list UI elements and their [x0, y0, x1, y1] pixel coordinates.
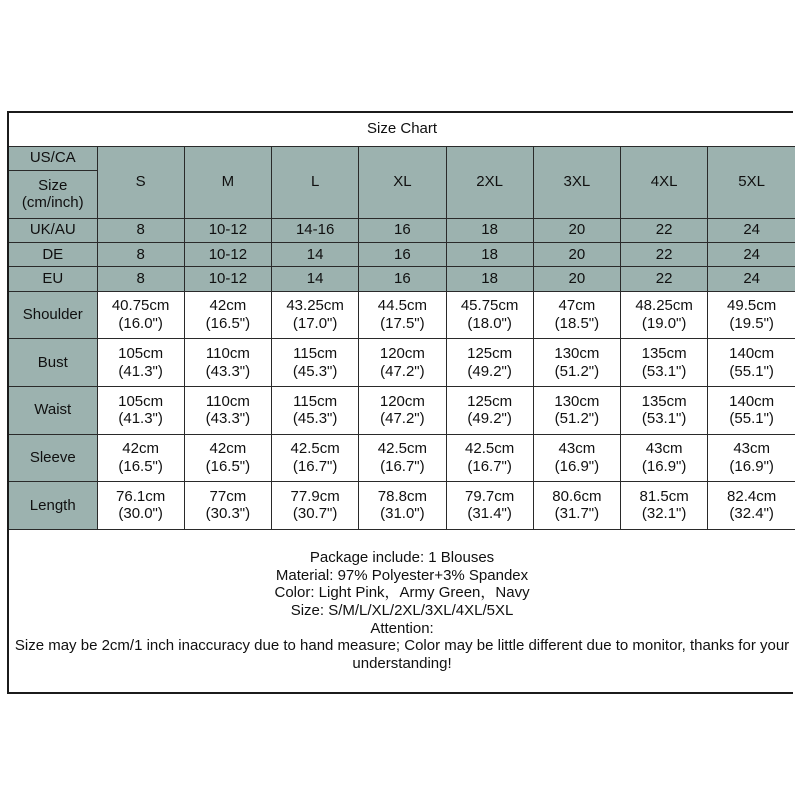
- header-size-unit: (cm/inch): [21, 194, 84, 212]
- measurement-inch: (55.1"): [729, 410, 774, 428]
- measurement-cm: 42.5cm: [377, 440, 427, 458]
- table-row: [9, 386, 795, 434]
- measurement-cell: [446, 386, 533, 434]
- measurement-cell: [708, 339, 795, 387]
- header-size-unit-label: [9, 170, 97, 218]
- measurement-inch: (43.3"): [205, 410, 251, 428]
- measurement-cell: [708, 482, 795, 530]
- measurement-cm: 110cm: [205, 345, 250, 362]
- size-chart-table-container: [7, 111, 793, 694]
- measurement-inch: (51.2"): [554, 362, 600, 380]
- conversion-cell: 22: [621, 267, 708, 291]
- table-row: [9, 434, 795, 482]
- measurement-cm: 77.9cm: [290, 487, 340, 505]
- measurement-cell: [621, 482, 708, 530]
- row-label-eu: EU: [9, 267, 97, 291]
- title-row: [9, 113, 795, 146]
- measurement-cm: 42cm: [209, 297, 247, 315]
- conversion-cell: 22: [621, 218, 708, 242]
- conversion-cell: 14-16: [272, 218, 359, 242]
- measurement-inch: (16.7"): [292, 457, 338, 475]
- table-row: [9, 482, 795, 530]
- measurement-cm: 44.5cm: [377, 297, 427, 315]
- measurement-inch: (16.9"): [729, 457, 774, 475]
- row-label-waist: Waist: [9, 386, 97, 434]
- measurement-cell: [184, 482, 271, 530]
- measurement-cm: 49.5cm: [727, 297, 777, 315]
- measurement-cell: [272, 434, 359, 482]
- conversion-cell: 20: [533, 218, 620, 242]
- measurement-cm: 130cm: [554, 345, 600, 362]
- measurement-inch: (49.2"): [467, 362, 512, 380]
- size-column-header-3xl: 3XL: [533, 146, 620, 218]
- measurement-inch: (32.1"): [641, 505, 687, 523]
- row-label-sleeve: Sleeve: [9, 434, 97, 482]
- conversion-cell: 8: [97, 267, 184, 291]
- measurement-cell: [708, 386, 795, 434]
- measurement-inch: (47.2"): [380, 362, 425, 380]
- measurement-cell: [97, 386, 184, 434]
- measurement-inch: (49.2"): [467, 410, 512, 428]
- measurement-cell: [97, 482, 184, 530]
- measurement-cell: [184, 434, 271, 482]
- measurement-cm: 125cm: [467, 392, 513, 410]
- conversion-cell: 24: [708, 267, 795, 291]
- measurement-cm: 40.75cm: [111, 297, 170, 315]
- measurement-cell: [533, 291, 620, 339]
- measurement-inch: (17.0"): [292, 315, 338, 333]
- measurement-cm: 105cm: [118, 392, 164, 410]
- row-label-shoulder: Shoulder: [9, 291, 97, 339]
- measurement-cell: [621, 291, 708, 339]
- measurement-cm: 76.1cm: [116, 487, 166, 505]
- conversion-cell: 22: [621, 242, 708, 266]
- measurement-cm: 43cm: [645, 440, 683, 458]
- header-uscа-label: US/CA: [9, 146, 97, 170]
- measurement-cm: 140cm: [729, 392, 775, 410]
- measurement-cm: 140cm: [729, 345, 775, 362]
- measurement-cell: [97, 434, 184, 482]
- measurement-cell: [359, 434, 446, 482]
- header-size-word: Size: [38, 176, 68, 194]
- measurement-cm: 115cm: [293, 392, 338, 410]
- measurement-cell: [446, 339, 533, 387]
- measurement-inch: (16.5"): [205, 457, 251, 475]
- measurement-inch: (55.1"): [729, 362, 774, 380]
- note-line: understanding!: [352, 655, 452, 673]
- measurement-cell: [272, 339, 359, 387]
- conversion-cell: 8: [97, 218, 184, 242]
- measurement-cm: 47cm: [558, 297, 596, 315]
- measurement-cell: [621, 339, 708, 387]
- measurement-inch: (30.0"): [118, 505, 163, 523]
- measurement-cm: 80.6cm: [552, 487, 602, 505]
- row-label-uk-au: UK/AU: [9, 218, 97, 242]
- measurement-cm: 42cm: [122, 440, 159, 458]
- measurement-inch: (19.0"): [641, 315, 687, 333]
- note-line: Package include: 1 Blouses: [309, 548, 495, 566]
- measurement-inch: (16.9"): [641, 457, 687, 475]
- measurement-cm: 79.7cm: [465, 487, 515, 505]
- measurement-inch: (32.4"): [729, 505, 774, 523]
- measurement-cm: 110cm: [205, 392, 250, 410]
- size-column-header-s: S: [97, 146, 184, 218]
- row-label-length: Length: [9, 482, 97, 530]
- measurement-inch: (18.0"): [467, 315, 512, 333]
- conversion-cell: 20: [533, 242, 620, 266]
- measurement-cell: [533, 386, 620, 434]
- measurement-cm: 120cm: [379, 392, 425, 410]
- measurement-cm: 105cm: [118, 345, 164, 362]
- header-row-uscа: [9, 146, 795, 170]
- measurement-inch: (16.0"): [118, 315, 163, 333]
- conversion-cell: 14: [272, 242, 359, 266]
- measurement-cell: [359, 339, 446, 387]
- size-column-header-5xl: 5XL: [708, 146, 795, 218]
- measurement-cell: [708, 291, 795, 339]
- measurement-cell: [97, 339, 184, 387]
- conversion-cell: 14: [272, 267, 359, 291]
- note-line: Attention:: [370, 619, 434, 637]
- measurement-inch: (18.5"): [554, 315, 600, 333]
- measurement-inch: (16.5"): [118, 457, 163, 475]
- measurement-cm: 48.25cm: [635, 297, 693, 315]
- table-row: [9, 242, 795, 266]
- measurement-inch: (16.9"): [554, 457, 600, 475]
- conversion-cell: 10-12: [184, 242, 271, 266]
- measurement-inch: (19.5"): [729, 315, 774, 333]
- size-column-header-m: M: [184, 146, 271, 218]
- measurement-inch: (17.5"): [380, 315, 425, 333]
- measurement-cm: 42.5cm: [465, 440, 515, 458]
- measurement-inch: (41.3"): [118, 362, 163, 380]
- measurement-cm: 120cm: [379, 345, 425, 362]
- measurement-inch: (45.3"): [292, 362, 338, 380]
- measurement-inch: (51.2"): [554, 410, 600, 428]
- conversion-cell: 24: [708, 218, 795, 242]
- measurement-cm: 42cm: [209, 440, 247, 458]
- measurement-cell: [621, 434, 708, 482]
- measurement-inch: (31.7"): [554, 505, 600, 523]
- measurement-cell: [184, 291, 271, 339]
- size-column-header-2xl: 2XL: [446, 146, 533, 218]
- row-label-bust: Bust: [9, 339, 97, 387]
- table-row: [9, 267, 795, 291]
- measurement-inch: (47.2"): [380, 410, 425, 428]
- measurement-cm: 45.75cm: [460, 297, 519, 315]
- measurement-cell: [359, 386, 446, 434]
- table-row: [9, 291, 795, 339]
- conversion-cell: 8: [97, 242, 184, 266]
- measurement-cell: [533, 482, 620, 530]
- table-row: [9, 218, 795, 242]
- measurement-cell: [184, 386, 271, 434]
- measurement-cm: 135cm: [641, 345, 687, 362]
- measurement-inch: (41.3"): [118, 410, 163, 428]
- measurement-inch: (43.3"): [205, 362, 251, 380]
- measurement-cm: 78.8cm: [377, 487, 427, 505]
- measurement-cm: 135cm: [641, 392, 687, 410]
- note-line: Size may be 2cm/1 inch inaccuracy due to hand measure; Color may be little different due to monitor, thanks for your: [14, 637, 790, 655]
- measurement-cell: [446, 482, 533, 530]
- measurement-cm: 130cm: [554, 392, 600, 410]
- conversion-cell: 18: [446, 267, 533, 291]
- measurement-inch: (30.7"): [292, 505, 338, 523]
- measurement-cell: [272, 386, 359, 434]
- measurement-cm: 43cm: [558, 440, 596, 458]
- measurement-cm: 125cm: [467, 345, 513, 362]
- measurement-cm: 77cm: [209, 487, 247, 505]
- measurement-cell: [446, 291, 533, 339]
- measurement-cm: 43.25cm: [286, 297, 344, 315]
- measurement-inch: (53.1"): [641, 362, 687, 380]
- measurement-cell: [533, 339, 620, 387]
- measurement-inch: (16.7"): [380, 457, 425, 475]
- measurement-inch: (30.3"): [205, 505, 251, 523]
- row-label-de: DE: [9, 242, 97, 266]
- page-title: Size Chart: [9, 113, 795, 146]
- measurement-cell: [272, 482, 359, 530]
- measurement-cell: [708, 434, 795, 482]
- conversion-cell: 16: [359, 242, 446, 266]
- measurement-cell: [446, 434, 533, 482]
- notes-block: [9, 529, 795, 692]
- conversion-cell: 20: [533, 267, 620, 291]
- conversion-cell: 18: [446, 218, 533, 242]
- note-line: Color: Light Pink，Army Green，Navy: [274, 584, 530, 602]
- note-line: Material: 97% Polyester+3% Spandex: [275, 566, 529, 584]
- conversion-cell: 16: [359, 218, 446, 242]
- conversion-cell: 18: [446, 242, 533, 266]
- conversion-cell: 16: [359, 267, 446, 291]
- conversion-cell: 24: [708, 242, 795, 266]
- measurement-cell: [97, 291, 184, 339]
- measurement-inch: (16.5"): [205, 315, 251, 333]
- conversion-cell: 10-12: [184, 218, 271, 242]
- measurement-inch: (45.3"): [292, 410, 338, 428]
- measurement-inch: (16.7"): [467, 457, 512, 475]
- measurement-cell: [621, 386, 708, 434]
- size-column-header-xl: XL: [359, 146, 446, 218]
- measurement-cm: 43cm: [733, 440, 770, 458]
- measurement-cm: 42.5cm: [290, 440, 340, 458]
- measurement-inch: (53.1"): [641, 410, 687, 428]
- size-column-header-l: L: [272, 146, 359, 218]
- measurement-inch: (31.0"): [380, 505, 425, 523]
- measurement-cell: [272, 291, 359, 339]
- measurement-cell: [184, 339, 271, 387]
- measurement-cm: 81.5cm: [639, 487, 689, 505]
- measurement-cell: [359, 482, 446, 530]
- measurement-cell: [533, 434, 620, 482]
- measurement-cm: 82.4cm: [727, 487, 777, 505]
- measurement-cell: [359, 291, 446, 339]
- notes-row: [9, 529, 795, 692]
- size-column-header-4xl: 4XL: [621, 146, 708, 218]
- measurement-inch: (31.4"): [467, 505, 512, 523]
- note-line: Size: S/M/L/XL/2XL/3XL/4XL/5XL: [290, 602, 514, 620]
- table-row: [9, 339, 795, 387]
- conversion-cell: 10-12: [184, 267, 271, 291]
- size-chart-table: [9, 113, 795, 692]
- measurement-cm: 115cm: [293, 345, 338, 362]
